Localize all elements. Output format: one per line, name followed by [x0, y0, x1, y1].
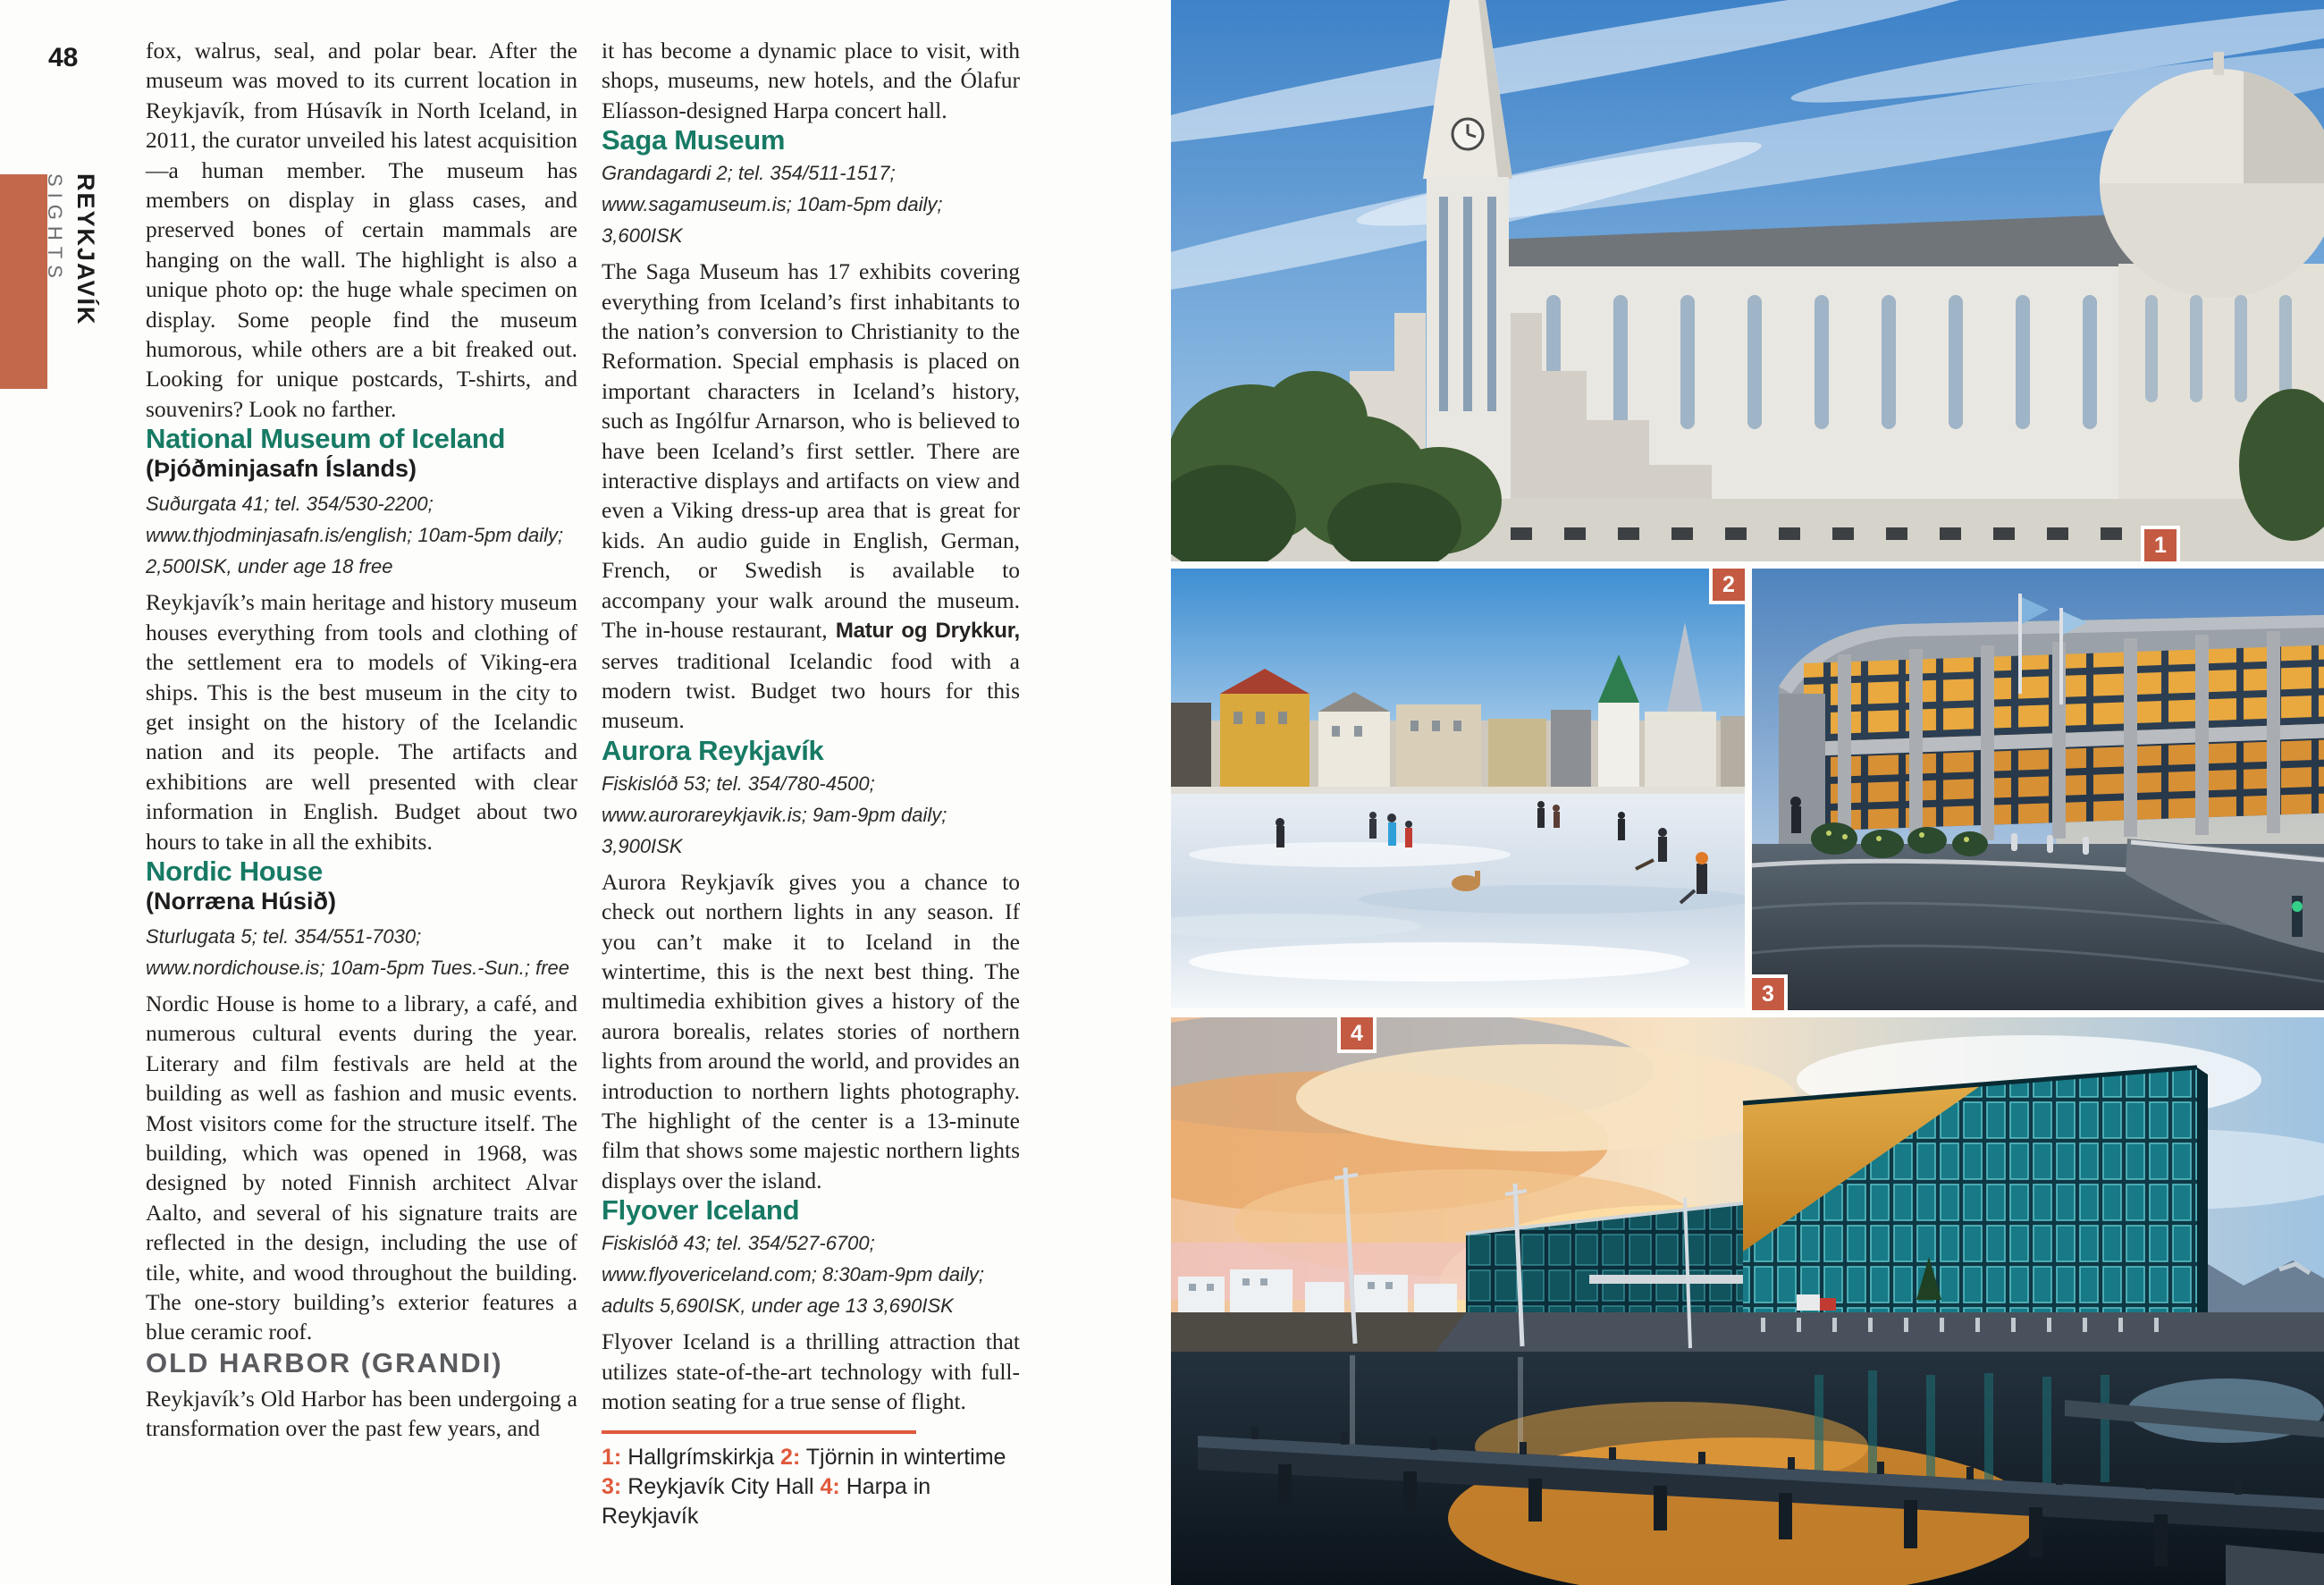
- heading-flyover-iceland: Flyover Iceland: [602, 1194, 800, 1227]
- photo-reykjavik-city-hall: [1752, 569, 2324, 1010]
- text-column-left: [146, 36, 577, 1444]
- caption-label-2: Tjörnin in wintertime: [805, 1445, 1006, 1471]
- caption-label-4: Harpa in Reykjavík: [602, 1474, 931, 1530]
- contact-aurora-reykjavik: Fiskislóð 53; tel. 354/780-4500; www.aurorareykjavik.is; 9am-9pm daily; 3,900ISK: [602, 771, 947, 857]
- contact-flyover-iceland: Fiskislóð 43; tel. 354/527-6700; www.flyovericeland.com; 8:30am-9pm daily; adults 5,690ISK, under age 13 3,690ISK: [602, 1232, 984, 1318]
- text-column-right: [602, 36, 1020, 1531]
- subheading-national-museum-icelandic: (Þjóðminjasafn Íslands): [146, 455, 417, 483]
- hallgrimskirkja-illustration: [1171, 0, 2324, 561]
- contact-national-museum: Suðurgata 41; tel. 354/530-2200; www.thjodminjasafn.is/english; 10am-5pm daily; 2,500ISK, under age 18 free: [146, 493, 564, 578]
- chapter-tab-block: [0, 174, 47, 389]
- contact-nordic-house: Sturlugata 5; tel. 354/551-7030; www.nordichouse.is; 10am-5pm Tues.-Sun.; free: [146, 924, 570, 979]
- paragraph-aurora-reykjavik: Aurora Reykjavík gives you a chance to check out northern lights in any season. If you can’t make it to Iceland in the wintertime, this is the next best thing. The multimedia exhibition gives a history of the aurora borealis, relates stories of northern lights from around the world, and provides an introduction to northern lights photography. The highlight of the center is a 13-minute film that shows some majestic northern lights displays over the island.: [602, 868, 1020, 1193]
- paragraph-nordic-house: Nordic House is home to a library, a café, and numerous cultural events during the year. Literary and film festivals are held at the building as well as fashion and music events. Most visitors come for the structure itself. The building, which was opened in 1968, was designed by noted Finnish architect Alvar Aalto, and several of his signature traits are reflected in the design, including the use of tile, white, and wood throughout the building. The one-story building’s exterior features a blue ceramic roof.: [146, 990, 577, 1345]
- paragraph-old-harbor-continued: it has become a dynamic place to visit, with shops, museums, new hotels, and the Ólafur Elíasson-designed Harpa concert hall.: [602, 38, 1020, 123]
- contact-saga-museum: Grandagardi 2; tel. 354/511-1517; www.sagamuseum.is; 10am-5pm daily; 3,600ISK: [602, 162, 943, 248]
- photo-badge-2: 2: [1709, 569, 1745, 604]
- caption-divider-rule: [602, 1430, 916, 1434]
- caption-number-1: 1:: [602, 1445, 622, 1471]
- heading-national-museum: National Museum of Iceland: [146, 423, 506, 455]
- photo-harpa: [1171, 1017, 2324, 1585]
- caption-number-4: 4:: [820, 1474, 840, 1500]
- caption-label-3: Reykjavík City Hall: [627, 1474, 814, 1500]
- caption-number-2: 2:: [780, 1445, 801, 1471]
- photo-tjornin-wintertime: [1171, 569, 1745, 1008]
- paragraph-old-harbor: Reykjavík’s Old Harbor has been undergoing a transformation over the past few years, and: [146, 1385, 577, 1442]
- photo-badge-3: 3: [1752, 974, 1788, 1010]
- heading-saga-museum: Saga Museum: [602, 124, 786, 156]
- caption-label-1: Hallgrímskirkja: [627, 1445, 775, 1471]
- saga-body-post: serves traditional Icelandic food with a modern twist. Budget two hours for this museum.: [602, 647, 1020, 734]
- subheading-nordic-house-icelandic: (Norræna Húsið): [146, 887, 337, 915]
- paragraph-flyover-iceland: Flyover Iceland is a thrilling attraction that utilizes state-of-the-art technology with full-motion seating for a true sense of flight.: [602, 1328, 1020, 1414]
- page-number: 48: [48, 43, 79, 72]
- paragraph-national-museum: Reykjavík’s main heritage and history museum houses everything from tools and clothing of the settlement era to models of Viking-era ships. This is the best museum in the city to get insight on the history of the Icelandic nation and its people. The artifacts and exhibitions are well presented with clear information in English. Budget about two hours to take in all the exhibits.: [146, 589, 577, 855]
- heading-nordic-house: Nordic House: [146, 855, 323, 887]
- paragraph-whale-museum: fox, walrus, seal, and polar bear. After the museum was moved to its current location in Reykjavík, from Húsavík in North Iceland, in 2011, the curator unveiled his latest acquisition—a human member. The museum has members on display in glass cases, and preserved bones of certain mammals are hanging on the wall. The highlight is also a unique photo op: the huge whale specimen on display. Some people find the museum humorous, while others are a bit freaked out. Looking for unique postcards, T-shirts, and souvenirs? Look no farther.: [146, 38, 577, 422]
- photo-badge-4: 4: [1337, 1017, 1377, 1053]
- paragraph-saga-museum: [602, 257, 1020, 736]
- heading-old-harbor: OLD HARBOR (GRANDI): [146, 1346, 503, 1378]
- photo-badge-1: 1: [2141, 526, 2180, 561]
- tjornin-illustration: [1171, 569, 1745, 1008]
- city-hall-illustration: [1752, 569, 2324, 1010]
- sidebar-region-label: REYKJAVÍK: [72, 173, 99, 326]
- caption-number-3: 3:: [602, 1474, 622, 1500]
- photo-hallgrimskirkja: [1171, 0, 2324, 561]
- photo-collage: [1171, 0, 2324, 1585]
- sidebar-section-label: SIGHTS: [44, 173, 66, 284]
- saga-body-pre: The Saga Museum has 17 exhibits covering everything from Iceland’s first inhabitants to the nation’s conversion to Christianity to the Reformation. Special emphasis is placed on important characters in Iceland’s history, such as Ingólfur Arnarson, who is believed to have been Iceland’s first settler. There are interactive displays and artifacts on view and even a Viking dress-up area that is great for kids. An audio guide in English, German, French, or Swedish is available to accompany your walk around the museum. The in-house restaurant,: [602, 258, 1020, 644]
- restaurant-name-bold: Matur og Drykkur,: [835, 619, 1020, 644]
- heading-aurora-reykjavik: Aurora Reykjavík: [602, 734, 824, 766]
- harpa-illustration: [1171, 1017, 2324, 1585]
- figure-caption: [602, 1443, 1020, 1531]
